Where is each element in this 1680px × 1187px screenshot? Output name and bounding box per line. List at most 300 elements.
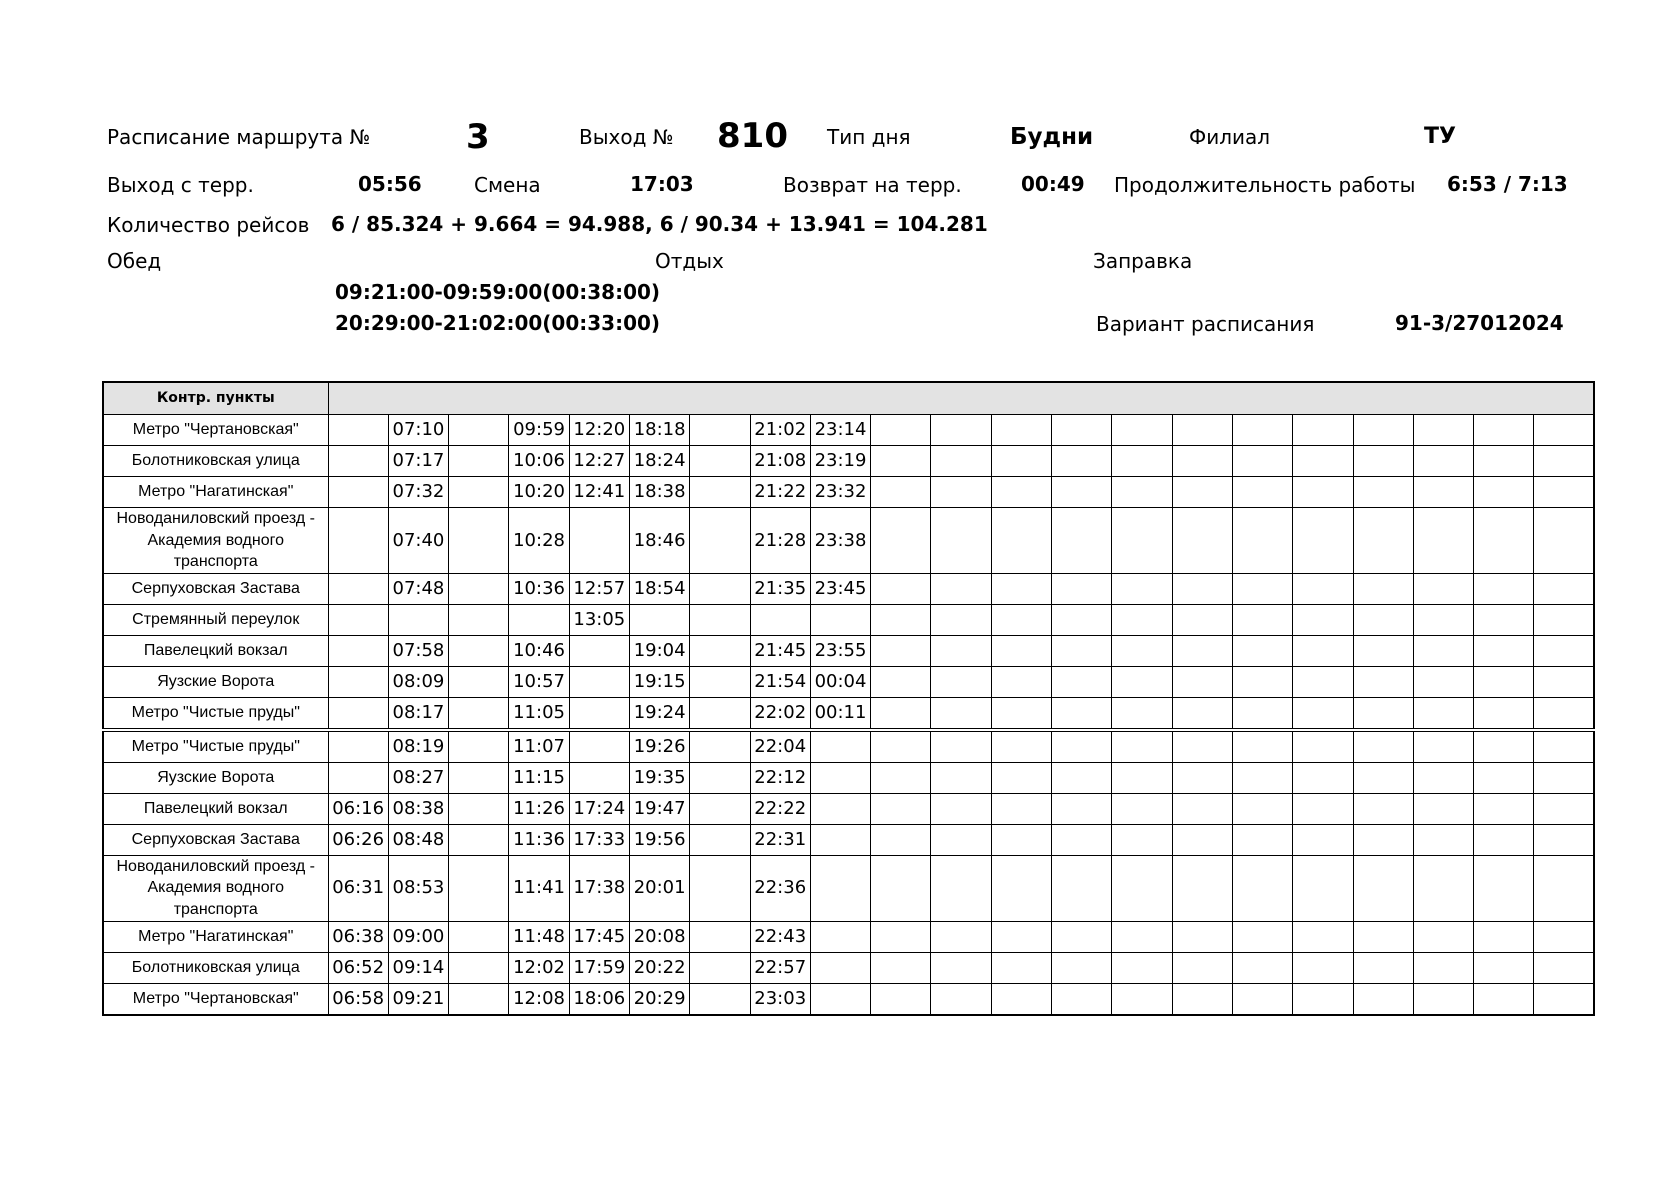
time-cell bbox=[810, 983, 870, 1015]
time-cell bbox=[991, 762, 1051, 793]
time-cell bbox=[931, 824, 991, 855]
time-cell bbox=[1052, 697, 1112, 730]
time-cell bbox=[1172, 697, 1232, 730]
table-row bbox=[103, 921, 1594, 952]
time-cell bbox=[1534, 762, 1594, 793]
stop-name-cell: Новоданиловский проезд - Академия водного транспорта bbox=[103, 508, 328, 574]
time-cell: 17:59 bbox=[569, 952, 629, 983]
time-cell bbox=[328, 415, 388, 446]
time-cell bbox=[690, 415, 750, 446]
time-cell bbox=[449, 666, 509, 697]
time-cell: 08:27 bbox=[388, 762, 448, 793]
time-cell bbox=[1534, 793, 1594, 824]
time-cell bbox=[1474, 666, 1534, 697]
time-cell bbox=[449, 508, 509, 574]
time-cell bbox=[1052, 730, 1112, 763]
exit-label: Выход № bbox=[579, 125, 674, 149]
time-cell bbox=[1232, 635, 1292, 666]
time-cell: 20:08 bbox=[629, 921, 689, 952]
time-cell bbox=[1112, 604, 1172, 635]
time-cell bbox=[991, 921, 1051, 952]
time-cell bbox=[1353, 415, 1413, 446]
time-cell bbox=[328, 666, 388, 697]
time-cell bbox=[1112, 952, 1172, 983]
time-cell bbox=[991, 604, 1051, 635]
time-cell: 08:38 bbox=[388, 793, 448, 824]
time-cell bbox=[449, 477, 509, 508]
time-cell bbox=[1172, 855, 1232, 921]
stop-name-cell: Новоданиловский проезд - Академия водного транспорта bbox=[103, 855, 328, 921]
time-cell bbox=[629, 604, 689, 635]
time-cell: 07:58 bbox=[388, 635, 448, 666]
time-cell bbox=[1534, 446, 1594, 477]
time-cell bbox=[1293, 824, 1353, 855]
time-cell bbox=[1232, 604, 1292, 635]
time-cell: 12:02 bbox=[509, 952, 569, 983]
time-cell: 10:28 bbox=[509, 508, 569, 574]
time-cell bbox=[569, 508, 629, 574]
time-cell bbox=[991, 855, 1051, 921]
time-cell bbox=[1172, 762, 1232, 793]
time-cell bbox=[1232, 508, 1292, 574]
stop-name-cell: Серпуховская Застава bbox=[103, 824, 328, 855]
time-cell: 18:38 bbox=[629, 477, 689, 508]
time-cell bbox=[569, 762, 629, 793]
time-cell bbox=[569, 666, 629, 697]
fuel-label: Заправка bbox=[1093, 249, 1193, 273]
time-cell bbox=[1534, 697, 1594, 730]
stop-name-cell: Яузские Ворота bbox=[103, 666, 328, 697]
time-cell: 07:17 bbox=[388, 446, 448, 477]
time-cell bbox=[1534, 604, 1594, 635]
time-cell bbox=[991, 573, 1051, 604]
time-cell bbox=[1172, 730, 1232, 763]
time-cell bbox=[1232, 697, 1292, 730]
time-cell bbox=[871, 793, 931, 824]
time-cell bbox=[871, 635, 931, 666]
time-cell bbox=[1534, 855, 1594, 921]
time-cell bbox=[1534, 921, 1594, 952]
time-cell bbox=[810, 921, 870, 952]
time-cell bbox=[1353, 508, 1413, 574]
time-cell bbox=[1534, 477, 1594, 508]
variant-label: Вариант расписания bbox=[1096, 312, 1315, 336]
time-cell: 12:20 bbox=[569, 415, 629, 446]
branch-label: Филиал bbox=[1189, 125, 1271, 149]
time-cell bbox=[1474, 604, 1534, 635]
time-cell bbox=[931, 697, 991, 730]
time-cell bbox=[328, 573, 388, 604]
time-cell bbox=[509, 604, 569, 635]
time-cell bbox=[690, 730, 750, 763]
time-cell: 08:53 bbox=[388, 855, 448, 921]
time-cell bbox=[991, 697, 1051, 730]
time-cell: 06:58 bbox=[328, 983, 388, 1015]
time-cell: 08:19 bbox=[388, 730, 448, 763]
time-cell bbox=[1232, 415, 1292, 446]
time-cell bbox=[1112, 762, 1172, 793]
time-cell bbox=[991, 730, 1051, 763]
table-row bbox=[103, 573, 1594, 604]
time-cell bbox=[1474, 921, 1534, 952]
stop-name-cell: Павелецкий вокзал bbox=[103, 793, 328, 824]
table-row bbox=[103, 793, 1594, 824]
time-cell bbox=[1474, 477, 1534, 508]
time-cell bbox=[1172, 921, 1232, 952]
time-cell bbox=[449, 573, 509, 604]
time-cell: 19:24 bbox=[629, 697, 689, 730]
time-cell bbox=[871, 508, 931, 574]
time-cell: 11:07 bbox=[509, 730, 569, 763]
time-cell bbox=[1353, 477, 1413, 508]
time-cell bbox=[1172, 793, 1232, 824]
time-cell bbox=[1112, 635, 1172, 666]
time-cell bbox=[328, 508, 388, 574]
time-cell bbox=[931, 983, 991, 1015]
lunch-interval-2: 20:29:00-21:02:00(00:33:00) bbox=[335, 311, 661, 335]
time-cell bbox=[1413, 952, 1473, 983]
time-cell: 21:35 bbox=[750, 573, 810, 604]
time-cell bbox=[991, 415, 1051, 446]
time-cell bbox=[1413, 508, 1473, 574]
stop-name-cell: Метро "Нагатинская" bbox=[103, 921, 328, 952]
table-row bbox=[103, 762, 1594, 793]
time-cell: 00:11 bbox=[810, 697, 870, 730]
time-cell bbox=[1232, 573, 1292, 604]
time-cell: 19:04 bbox=[629, 635, 689, 666]
table-row bbox=[103, 983, 1594, 1015]
time-cell bbox=[1474, 983, 1534, 1015]
branch-value: ТУ bbox=[1424, 124, 1456, 149]
route-number: 3 bbox=[466, 117, 490, 157]
time-cell: 21:02 bbox=[750, 415, 810, 446]
stop-name-cell: Яузские Ворота bbox=[103, 762, 328, 793]
time-cell bbox=[1413, 573, 1473, 604]
time-cell bbox=[449, 793, 509, 824]
time-cell bbox=[690, 793, 750, 824]
time-cell bbox=[931, 666, 991, 697]
time-cell bbox=[1293, 477, 1353, 508]
time-cell: 23:55 bbox=[810, 635, 870, 666]
time-cell bbox=[449, 604, 509, 635]
time-cell bbox=[871, 415, 931, 446]
time-cell: 19:15 bbox=[629, 666, 689, 697]
time-cell: 21:28 bbox=[750, 508, 810, 574]
depart-time: 05:56 bbox=[358, 172, 422, 196]
time-cell bbox=[1172, 446, 1232, 477]
time-cell bbox=[1534, 983, 1594, 1015]
time-cell bbox=[931, 952, 991, 983]
time-cell bbox=[1232, 477, 1292, 508]
time-cell bbox=[1112, 697, 1172, 730]
time-cell bbox=[1293, 921, 1353, 952]
time-cell bbox=[871, 921, 931, 952]
table-row bbox=[103, 635, 1594, 666]
time-cell bbox=[1413, 983, 1473, 1015]
time-cell: 10:57 bbox=[509, 666, 569, 697]
time-cell: 23:03 bbox=[750, 983, 810, 1015]
time-cell: 18:46 bbox=[629, 508, 689, 574]
stop-name-cell: Метро "Чертановская" bbox=[103, 415, 328, 446]
time-cell bbox=[1052, 855, 1112, 921]
return-time: 00:49 bbox=[1021, 172, 1085, 196]
time-cell: 19:35 bbox=[629, 762, 689, 793]
time-cell bbox=[1172, 824, 1232, 855]
time-cell bbox=[1112, 508, 1172, 574]
time-cell: 08:09 bbox=[388, 666, 448, 697]
stop-name-cell: Болотниковская улица bbox=[103, 446, 328, 477]
time-cell bbox=[1112, 855, 1172, 921]
table-row bbox=[103, 604, 1594, 635]
time-cell bbox=[1232, 666, 1292, 697]
time-cell: 22:31 bbox=[750, 824, 810, 855]
time-cell bbox=[449, 697, 509, 730]
time-cell bbox=[328, 635, 388, 666]
stop-name-cell: Болотниковская улица bbox=[103, 952, 328, 983]
time-cell bbox=[931, 635, 991, 666]
time-cell bbox=[1232, 446, 1292, 477]
time-cell bbox=[449, 952, 509, 983]
time-cell bbox=[569, 635, 629, 666]
time-cell bbox=[690, 635, 750, 666]
time-cell bbox=[1112, 666, 1172, 697]
time-cell: 12:08 bbox=[509, 983, 569, 1015]
time-cell: 22:12 bbox=[750, 762, 810, 793]
time-cell bbox=[931, 477, 991, 508]
time-cell: 10:46 bbox=[509, 635, 569, 666]
time-cell bbox=[1172, 477, 1232, 508]
table-header-row bbox=[103, 382, 1594, 415]
time-cell: 17:38 bbox=[569, 855, 629, 921]
time-cell bbox=[1353, 762, 1413, 793]
time-cell: 19:26 bbox=[629, 730, 689, 763]
time-cell: 10:20 bbox=[509, 477, 569, 508]
time-cell: 07:32 bbox=[388, 477, 448, 508]
time-cell bbox=[1052, 666, 1112, 697]
stop-name-cell: Стремянный переулок bbox=[103, 604, 328, 635]
time-cell bbox=[1353, 983, 1413, 1015]
time-cell: 18:54 bbox=[629, 573, 689, 604]
time-cell bbox=[1534, 635, 1594, 666]
time-cell: 21:54 bbox=[750, 666, 810, 697]
time-cell bbox=[690, 604, 750, 635]
time-cell bbox=[871, 855, 931, 921]
day-type-label: Тип дня bbox=[827, 125, 911, 149]
time-cell bbox=[1052, 573, 1112, 604]
time-cell bbox=[1413, 824, 1473, 855]
time-cell bbox=[1353, 697, 1413, 730]
time-cell bbox=[449, 415, 509, 446]
time-cell bbox=[1353, 635, 1413, 666]
time-cell bbox=[1413, 415, 1473, 446]
time-cell bbox=[1052, 762, 1112, 793]
time-cell bbox=[1534, 952, 1594, 983]
time-cell bbox=[690, 508, 750, 574]
time-cell bbox=[1232, 855, 1292, 921]
table-row bbox=[103, 477, 1594, 508]
time-cell bbox=[991, 666, 1051, 697]
time-cell bbox=[810, 824, 870, 855]
time-cell bbox=[1232, 730, 1292, 763]
time-cell bbox=[690, 573, 750, 604]
time-cell bbox=[1112, 415, 1172, 446]
time-cell bbox=[871, 762, 931, 793]
return-label: Возврат на терр. bbox=[783, 173, 962, 197]
time-cell bbox=[1474, 762, 1534, 793]
time-cell: 08:48 bbox=[388, 824, 448, 855]
time-cell: 21:45 bbox=[750, 635, 810, 666]
route-label: Расписание маршрута № bbox=[107, 125, 371, 149]
time-cell bbox=[931, 446, 991, 477]
time-cell bbox=[1353, 446, 1413, 477]
time-cell bbox=[690, 983, 750, 1015]
time-cell: 11:26 bbox=[509, 793, 569, 824]
time-cell bbox=[1293, 983, 1353, 1015]
time-cell: 06:26 bbox=[328, 824, 388, 855]
time-cell bbox=[328, 697, 388, 730]
table-row bbox=[103, 415, 1594, 446]
time-cell bbox=[1172, 666, 1232, 697]
time-cell bbox=[1413, 477, 1473, 508]
schedule-table bbox=[102, 381, 1595, 1016]
time-cell bbox=[690, 855, 750, 921]
time-cell bbox=[1293, 573, 1353, 604]
time-cell bbox=[1293, 666, 1353, 697]
time-cell: 20:29 bbox=[629, 983, 689, 1015]
time-cell bbox=[449, 824, 509, 855]
time-cell: 13:05 bbox=[569, 604, 629, 635]
time-cell bbox=[1172, 952, 1232, 983]
day-type-value: Будни bbox=[1010, 124, 1094, 150]
duration-value: 6:53 / 7:13 bbox=[1447, 172, 1568, 196]
time-cell bbox=[991, 508, 1051, 574]
time-cell bbox=[1413, 762, 1473, 793]
time-cell bbox=[1413, 921, 1473, 952]
time-cell bbox=[1172, 635, 1232, 666]
time-cell bbox=[1112, 983, 1172, 1015]
time-cell bbox=[1474, 446, 1534, 477]
time-cell bbox=[1052, 824, 1112, 855]
time-cell: 10:36 bbox=[509, 573, 569, 604]
time-cell bbox=[328, 604, 388, 635]
time-cell bbox=[1413, 635, 1473, 666]
time-cell: 06:38 bbox=[328, 921, 388, 952]
time-cell bbox=[1172, 415, 1232, 446]
time-cell: 17:24 bbox=[569, 793, 629, 824]
time-cell bbox=[1293, 415, 1353, 446]
time-cell bbox=[690, 762, 750, 793]
time-cell bbox=[1293, 635, 1353, 666]
time-cell bbox=[1232, 952, 1292, 983]
time-cell bbox=[328, 762, 388, 793]
stop-name-cell: Павелецкий вокзал bbox=[103, 635, 328, 666]
time-cell bbox=[1052, 477, 1112, 508]
rest-label: Отдых bbox=[655, 249, 724, 273]
duration-label: Продолжительность работы bbox=[1114, 173, 1416, 197]
time-cell bbox=[871, 983, 931, 1015]
table-row bbox=[103, 697, 1594, 730]
time-cell: 07:10 bbox=[388, 415, 448, 446]
time-cell bbox=[1052, 604, 1112, 635]
time-cell bbox=[1413, 793, 1473, 824]
time-cell bbox=[690, 824, 750, 855]
time-cell bbox=[1172, 604, 1232, 635]
time-cell bbox=[1413, 730, 1473, 763]
time-cell bbox=[1413, 604, 1473, 635]
time-cell bbox=[871, 446, 931, 477]
time-cell bbox=[1474, 730, 1534, 763]
time-cell: 22:57 bbox=[750, 952, 810, 983]
table-row bbox=[103, 666, 1594, 697]
time-cell bbox=[1293, 952, 1353, 983]
time-cell bbox=[569, 697, 629, 730]
time-cell bbox=[1534, 730, 1594, 763]
lunch-label: Обед bbox=[107, 249, 162, 273]
time-cell bbox=[1232, 983, 1292, 1015]
time-cell bbox=[750, 604, 810, 635]
time-cell bbox=[1172, 983, 1232, 1015]
time-cell bbox=[810, 730, 870, 763]
time-cell bbox=[1413, 666, 1473, 697]
time-cell bbox=[1353, 604, 1413, 635]
time-cell bbox=[1112, 730, 1172, 763]
time-cell bbox=[690, 952, 750, 983]
time-cell: 09:14 bbox=[388, 952, 448, 983]
time-cell bbox=[690, 921, 750, 952]
time-cell bbox=[1172, 573, 1232, 604]
time-cell bbox=[991, 824, 1051, 855]
time-cell bbox=[1112, 824, 1172, 855]
time-cell bbox=[1534, 666, 1594, 697]
time-cell bbox=[1474, 508, 1534, 574]
time-cell bbox=[690, 446, 750, 477]
time-cell bbox=[1353, 730, 1413, 763]
table-row bbox=[103, 730, 1594, 763]
time-cell: 23:19 bbox=[810, 446, 870, 477]
time-cell bbox=[1534, 573, 1594, 604]
time-cell: 22:02 bbox=[750, 697, 810, 730]
time-cell: 12:27 bbox=[569, 446, 629, 477]
table-row bbox=[103, 446, 1594, 477]
time-cell bbox=[1474, 415, 1534, 446]
time-cell bbox=[328, 446, 388, 477]
time-cell bbox=[931, 921, 991, 952]
time-cell bbox=[1353, 855, 1413, 921]
time-cell bbox=[690, 697, 750, 730]
shift-label: Смена bbox=[474, 173, 541, 197]
time-cell: 07:48 bbox=[388, 573, 448, 604]
time-cell bbox=[810, 762, 870, 793]
time-cell bbox=[991, 477, 1051, 508]
time-cell bbox=[1112, 573, 1172, 604]
time-cell bbox=[810, 604, 870, 635]
time-cell bbox=[1474, 824, 1534, 855]
time-cell bbox=[810, 952, 870, 983]
time-cell: 17:45 bbox=[569, 921, 629, 952]
time-cell: 11:05 bbox=[509, 697, 569, 730]
time-cell bbox=[1293, 697, 1353, 730]
time-cell bbox=[1413, 697, 1473, 730]
time-cell bbox=[1172, 508, 1232, 574]
time-cell: 18:24 bbox=[629, 446, 689, 477]
time-cell bbox=[1293, 762, 1353, 793]
time-cell bbox=[1052, 446, 1112, 477]
time-cell: 22:22 bbox=[750, 793, 810, 824]
table-row bbox=[103, 855, 1594, 921]
time-cell: 08:17 bbox=[388, 697, 448, 730]
time-cell: 21:22 bbox=[750, 477, 810, 508]
stop-name-cell: Метро "Чистые пруды" bbox=[103, 730, 328, 763]
